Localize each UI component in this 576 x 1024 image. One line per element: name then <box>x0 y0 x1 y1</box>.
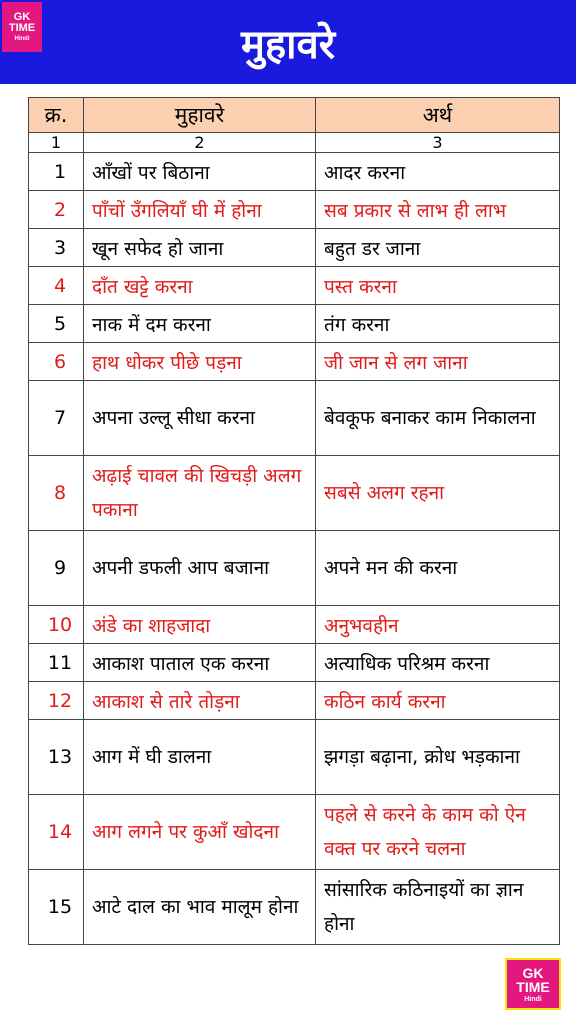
row-idiom: आग लगने पर कुआँ खोदना <box>84 795 316 870</box>
col-header-idiom: मुहावरे <box>84 98 316 133</box>
row-idiom: पाँचों उँगलियाँ घी में होना <box>84 191 316 229</box>
brand-logo-bottom-line3: Hindi <box>524 995 542 1003</box>
column-number-row <box>29 133 560 153</box>
row-idiom: आकाश पाताल एक करना <box>84 644 316 682</box>
row-number: 7 <box>29 381 84 456</box>
row-meaning: सांसारिक कठिनाइयों का ज्ञान होना <box>316 870 560 945</box>
table-row <box>29 456 560 531</box>
row-idiom: अढ़ाई चावल की खिचड़ी अलग पकाना <box>84 456 316 531</box>
table-row <box>29 191 560 229</box>
table-row <box>29 153 560 191</box>
header-bar <box>0 0 576 84</box>
page-title: मुहावरे <box>240 21 336 68</box>
row-meaning: सबसे अलग रहना <box>316 456 560 531</box>
row-meaning: अपने मन की करना <box>316 531 560 606</box>
row-number: 8 <box>29 456 84 531</box>
brand-logo-bottom-line2: TIME <box>516 978 550 995</box>
row-number: 2 <box>29 191 84 229</box>
row-meaning: आदर करना <box>316 153 560 191</box>
table-row <box>29 343 560 381</box>
row-meaning: सब प्रकार से लाभ ही लाभ <box>316 191 560 229</box>
row-idiom: अपना उल्लू सीधा करना <box>84 381 316 456</box>
row-idiom: आकाश से तारे तोड़ना <box>84 682 316 720</box>
row-idiom: आटे दाल का भाव मालूम होना <box>84 870 316 945</box>
row-meaning: अत्याधिक परिश्रम करना <box>316 644 560 682</box>
table-row <box>29 531 560 606</box>
brand-logo-line2: TIME <box>8 22 36 34</box>
row-number: 1 <box>29 153 84 191</box>
row-idiom: नाक में दम करना <box>84 305 316 343</box>
row-number: 14 <box>29 795 84 870</box>
brand-logo-line3: Hindi <box>14 36 30 42</box>
table-row <box>29 305 560 343</box>
col-header-meaning: अर्थ <box>316 98 560 133</box>
row-idiom: दाँत खट्टे करना <box>84 267 316 305</box>
row-number: 3 <box>29 229 84 267</box>
table-row <box>29 606 560 644</box>
row-idiom: खून सफेद हो जाना <box>84 229 316 267</box>
col-header-number: क्र. <box>29 98 84 133</box>
row-meaning: जी जान से लग जाना <box>316 343 560 381</box>
row-number: 5 <box>29 305 84 343</box>
row-meaning: कठिन कार्य करना <box>316 682 560 720</box>
row-number: 4 <box>29 267 84 305</box>
table-row <box>29 229 560 267</box>
col-number-1: 1 <box>29 133 84 153</box>
table-row <box>29 682 560 720</box>
brand-logo-bottom-line1: GK <box>522 964 544 981</box>
table-row <box>29 795 560 870</box>
table-row <box>29 381 560 456</box>
row-meaning: बेवकूफ बनाकर काम निकालना <box>316 381 560 456</box>
brand-logo-line1: GK <box>13 11 31 23</box>
table-row <box>29 870 560 945</box>
row-number: 15 <box>29 870 84 945</box>
table-row <box>29 644 560 682</box>
row-number: 6 <box>29 343 84 381</box>
row-meaning: झगड़ा बढ़ाना, क्रोध भड़काना <box>316 720 560 795</box>
row-number: 11 <box>29 644 84 682</box>
row-meaning: तंग करना <box>316 305 560 343</box>
row-idiom: आँखों पर बिठाना <box>84 153 316 191</box>
row-number: 12 <box>29 682 84 720</box>
brand-logo <box>2 2 42 52</box>
row-idiom: अपनी डफली आप बजाना <box>84 531 316 606</box>
row-meaning: पस्त करना <box>316 267 560 305</box>
row-number: 9 <box>29 531 84 606</box>
row-number: 13 <box>29 720 84 795</box>
row-idiom: हाथ धोकर पीछे पड़ना <box>84 343 316 381</box>
col-number-3: 3 <box>316 133 560 153</box>
table-row <box>29 267 560 305</box>
row-number: 10 <box>29 606 84 644</box>
table-row <box>29 720 560 795</box>
row-idiom: आग में घी डालना <box>84 720 316 795</box>
row-idiom: अंडे का शाहजादा <box>84 606 316 644</box>
row-meaning: अनुभवहीन <box>316 606 560 644</box>
idioms-table <box>28 97 560 945</box>
row-meaning: बहुत डर जाना <box>316 229 560 267</box>
table-header-row <box>29 98 560 133</box>
col-number-2: 2 <box>84 133 316 153</box>
row-meaning: पहले से करने के काम को ऐन वक्त पर करने चलना <box>316 795 560 870</box>
brand-logo-bottom <box>505 958 561 1010</box>
